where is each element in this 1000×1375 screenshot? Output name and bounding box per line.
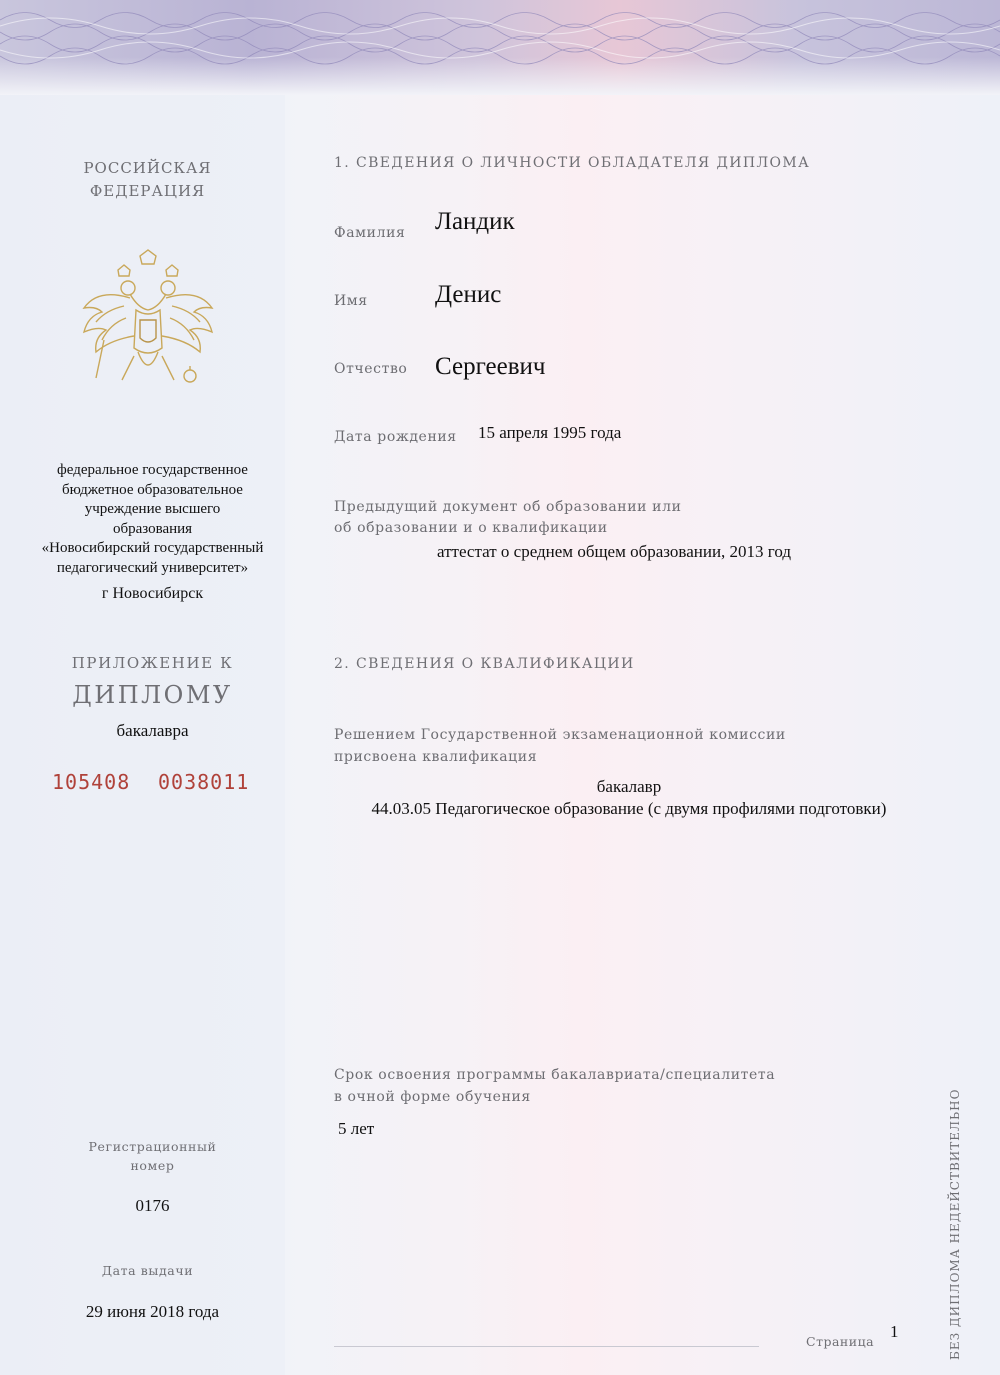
country-name [40, 157, 255, 203]
institution-line: федеральное государственное [57, 462, 248, 478]
dob-label: Дата рождения [334, 429, 457, 445]
surname-label: Фамилия [334, 225, 406, 241]
term-value: 5 лет [338, 1119, 375, 1138]
institution-name [20, 461, 285, 578]
term-label [334, 1064, 775, 1108]
coat-of-arms-emblem [78, 248, 218, 398]
term-label-line: Срок освоения программы бакалавриата/специалитета [334, 1067, 776, 1083]
diploma-title: ДИПЛОМУ [72, 681, 233, 709]
country-line: ФЕДЕРАЦИЯ [89, 182, 206, 200]
country-line: РОССИЙСКАЯ [83, 159, 212, 177]
prev-doc-label [334, 497, 682, 539]
decision-label-line: присвоена квалификация [334, 749, 538, 765]
institution-line: «Новосибирский государственный [41, 540, 264, 556]
diploma-number: 0038011 [158, 770, 250, 794]
prev-doc-value: аттестат о среднем общем образовании, 2013 год [437, 542, 792, 561]
name-label: Имя [334, 293, 368, 309]
dob-value: 15 апреля 1995 года [478, 423, 622, 442]
city: г Новосибирск [101, 585, 204, 602]
institution-line: учреждение высшего [84, 501, 221, 517]
institution-line: педагогический университет» [56, 559, 249, 576]
issue-date-label: Дата выдачи [101, 1263, 194, 1278]
decision-label-line: Решением Государственной экзаменационной комиссии [334, 727, 786, 743]
appendix-title: ПРИЛОЖЕНИЕ К [71, 654, 234, 672]
page-label: Страница [806, 1334, 875, 1349]
name-value: Денис [435, 281, 502, 308]
degree-level: бакалавра [116, 721, 189, 740]
footer-divider [334, 1346, 759, 1347]
institution-line: образования [112, 520, 193, 537]
section2-title: 2. СВЕДЕНИЯ О КВАЛИФИКАЦИИ [334, 656, 635, 672]
issue-date: 29 июня 2018 года [85, 1302, 220, 1321]
registration-label-line: Регистрационный [88, 1139, 217, 1154]
validity-note: БЕЗ ДИПЛОМА НЕДЕЙСТВИТЕЛЬНО [948, 1088, 962, 1360]
section1-title: 1. СВЕДЕНИЯ О ЛИЧНОСТИ ОБЛАДАТЕЛЯ ДИПЛОМА [334, 155, 811, 171]
registration-label [20, 1137, 285, 1175]
term-label-line: в очной форме обучения [334, 1089, 531, 1105]
surname-value: Ландик [435, 208, 515, 235]
diploma-series: 105408 [52, 770, 131, 794]
patronymic-value: Сергеевич [435, 353, 546, 380]
patronymic-label: Отчество [334, 361, 408, 377]
prev-doc-label-line: об образовании и о квалификации [334, 520, 608, 536]
institution-line: бюджетное образовательное [62, 481, 243, 498]
page-number: 1 [890, 1322, 899, 1341]
registration-label-line: номер [130, 1158, 175, 1173]
program-value: 44.03.05 Педагогическое образование (с двумя профилями подготовки) [371, 799, 887, 818]
qualification-value: бакалавр [596, 777, 662, 796]
prev-doc-label-line: Предыдущий документ об образовании или [334, 499, 682, 515]
decision-label [334, 724, 786, 768]
registration-number: 0176 [135, 1196, 170, 1215]
guilloche-band [0, 0, 1000, 95]
